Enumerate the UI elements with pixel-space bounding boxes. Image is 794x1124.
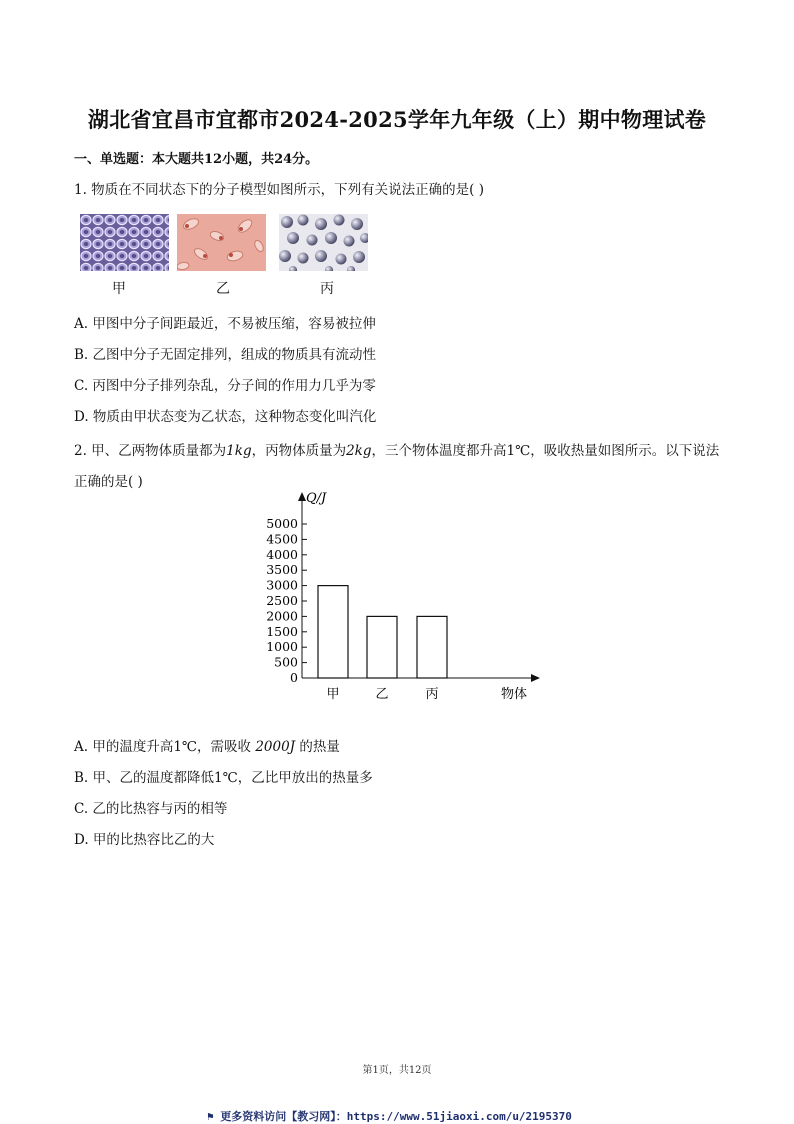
x-category-label: 甲 [326,687,340,702]
y-axis-label: Q/J [306,491,327,506]
q2-option-a-part2: 的热量 [299,739,340,755]
y-tick-label: 500 [274,654,298,670]
y-axis-arrow [298,492,306,501]
y-tick-label: 2000 [266,608,298,624]
q2-option-c: C. 乙的比热容与丙的相等 [74,801,228,817]
q2-mass1: 1kg [226,443,252,459]
page-title: 湖北省宜昌市宜都市2024-2025学年九年级（上）期中物理试卷 [87,107,707,132]
flag-icon: ⚑ [207,1110,221,1123]
y-tick-label: 5000 [266,516,298,531]
image-label-jia: 甲 [112,281,126,297]
x-category-label: 丙 [425,687,439,702]
q2-stem-part1: 2. 甲、乙两物体质量都为 [74,443,227,459]
y-tick-label: 4000 [266,546,298,562]
q1-option-a: A. 甲图中分子间距最近，不易被压缩，容易被拉伸 [74,316,376,332]
solid-molecule-image [80,214,169,271]
x-axis-label: 物体 [501,687,528,702]
page-footer: 第1页，共12页 [362,1065,432,1076]
y-tick-label: 1500 [266,623,298,639]
x-axis-arrow [531,674,540,682]
bar-2 [417,616,447,678]
q1-option-b: B. 乙图中分子无固定排列，组成的物质具有流动性 [74,347,377,363]
q2-option-a-value: 2000J [255,739,296,755]
q1-option-c: C. 丙图中分子排列杂乱，分子间的作用力几乎为零 [74,378,376,394]
q2-stem-part3: ，三个物体温度都升高1℃，吸收热量如图所示。以下说法正确的是( ) [74,443,720,490]
image-label-bing: 丙 [320,281,334,297]
y-tick-label: 1000 [266,639,298,655]
promo-text: 更多资料访问【教习网】：https://www.51jiaoxi.com/u/2195370 [220,1110,572,1123]
q2-option-a [74,735,340,755]
y-tick-label: 2500 [266,593,298,608]
bar-0 [318,586,348,678]
q2-option-b: B. 甲、乙的温度都降低1℃，乙比甲放出的热量多 [74,770,373,786]
q2-option-d: D. 甲的比热容比乙的大 [74,832,215,848]
q1-option-d: D. 物质由甲状态变为乙状态，这种物态变化叫汽化 [74,409,377,425]
section-heading: 一、单选题：本大题共12小题，共24分。 [74,152,319,167]
y-tick-label: 3500 [266,562,298,578]
q2-stem-part2: ，丙物体质量为 [251,443,347,459]
heat-bar-chart [240,488,550,708]
y-tick-label: 3000 [266,577,298,593]
q2-option-a-part1: A. 甲的温度升高1℃，需吸收 [74,739,252,755]
bar-1 [367,616,397,678]
y-tick-label: 4500 [266,531,298,547]
x-category-label: 乙 [375,687,389,702]
y-tick-label: 0 [290,670,298,685]
q1-stem: 1. 物质在不同状态下的分子模型如图所示，下列有关说法正确的是( ) [74,182,484,198]
image-label-yi: 乙 [216,281,230,297]
liquid-molecule-image [177,214,266,271]
gas-molecule-image [279,214,368,271]
q2-mass2: 2kg [346,443,372,459]
promo-link[interactable] [207,1108,572,1124]
